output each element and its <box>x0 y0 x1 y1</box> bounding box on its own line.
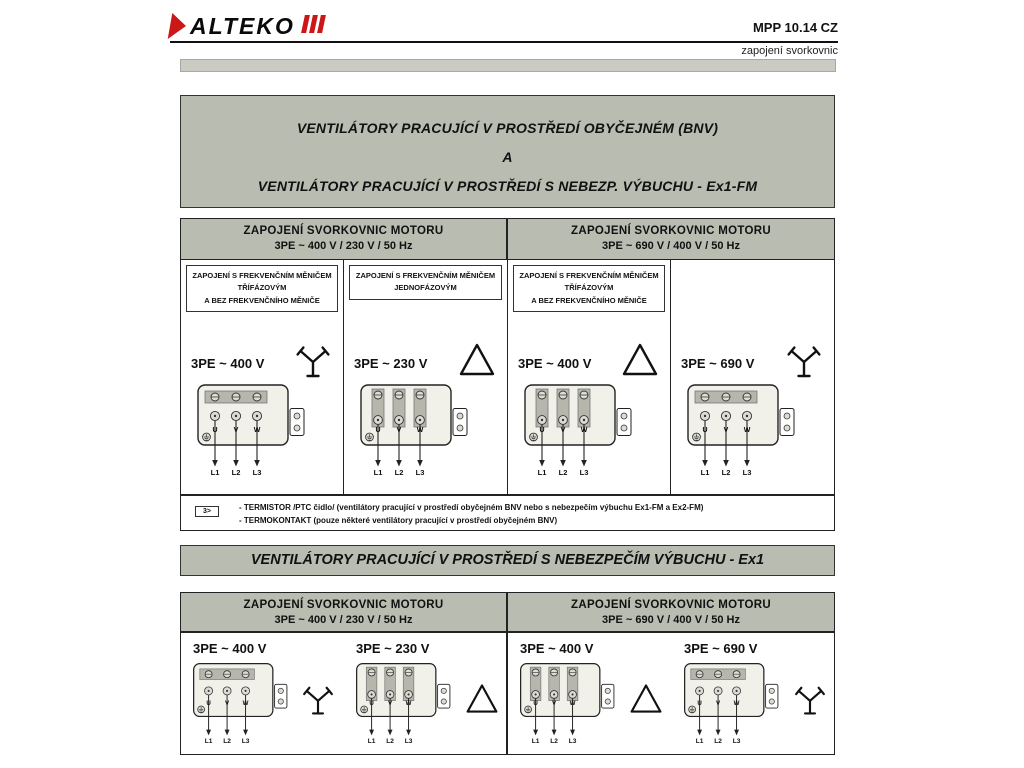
star-connection-icon <box>792 681 828 717</box>
subheader-line: A BEZ FREKVENČNÍHO MĚNIČE <box>204 295 320 305</box>
terminal-label-w: W <box>405 700 412 707</box>
section2-title-bar: VENTILÁTORY PRACUJÍCÍ V PROSTŘEDÍ S NEBEZPEČÍM VÝBUCHU - Ex1 <box>180 545 835 576</box>
wiring-column-400v-delta <box>508 633 672 756</box>
terminal-label-w: W <box>743 427 751 434</box>
delta-connection-icon <box>464 681 500 717</box>
voltage-label: 3PE ~ 230 V <box>354 356 428 371</box>
wiring-column-400v-star <box>180 259 344 495</box>
voltage-label: 3PE ~ 400 V <box>191 356 265 371</box>
terminal-label-u: U <box>369 700 374 707</box>
title-line-3: VENTILÁTORY PRACUJÍCÍ V PROSTŘEDÍ S NEBEZP. VÝBUCHU - Ex1-FM <box>257 178 758 194</box>
column-subheader <box>186 265 338 312</box>
column-subheader <box>513 265 665 312</box>
phase-label-l1: L1 <box>695 736 704 745</box>
section2-left-panel <box>180 632 507 755</box>
terminal-label-w: W <box>253 427 261 434</box>
phase-label-l1: L1 <box>537 468 547 477</box>
wiring-column-690v-star <box>672 633 836 756</box>
phase-label-l2: L2 <box>394 468 404 477</box>
terminal-label-w: W <box>569 700 576 707</box>
phase-label-l3: L3 <box>732 736 741 745</box>
phase-label-l3: L3 <box>742 468 752 477</box>
terminal-label-v: V <box>716 700 721 707</box>
phase-label-l3: L3 <box>579 468 589 477</box>
wiring-column-690v-star <box>670 259 835 495</box>
subheader-line: JEDNOFÁZOVÝM <box>394 283 457 293</box>
section-header-title: ZAPOJENÍ SVORKOVNIC MOTORU <box>571 599 771 611</box>
voltage-label: 3PE ~ 400 V <box>193 641 267 656</box>
star-connection-icon <box>300 681 336 717</box>
logo-bars-icon <box>300 15 324 38</box>
section1-header-left <box>180 218 507 260</box>
phase-label-l1: L1 <box>210 468 220 477</box>
delta-connection-icon <box>620 340 660 380</box>
phase-label-l1: L1 <box>373 468 383 477</box>
phase-label-l3: L3 <box>252 468 262 477</box>
alteko-logo <box>170 12 324 40</box>
subheader-line: ZAPOJENÍ S FREKVENČNÍM MĚNIČEM <box>355 271 496 280</box>
voltage-label: 3PE ~ 400 V <box>518 356 592 371</box>
phase-label-l2: L2 <box>550 736 558 745</box>
terminal-label-w: W <box>242 700 249 707</box>
main-title-block <box>180 95 835 208</box>
terminal-diagram <box>518 661 624 749</box>
terminal-label-u: U <box>697 700 702 707</box>
phase-label-l3: L3 <box>415 468 425 477</box>
phase-label-l3: L3 <box>241 736 250 745</box>
terminal-diagram <box>685 382 805 482</box>
terminal-label-w: W <box>580 427 588 434</box>
section2-header-right <box>507 592 835 632</box>
terminal-diagram <box>358 382 478 482</box>
header-gray-bar <box>180 59 836 72</box>
section1-header-right <box>507 218 835 260</box>
star-connection-icon <box>784 340 824 380</box>
voltage-label: 3PE ~ 690 V <box>684 641 758 656</box>
section-header-subtitle: 3PE ~ 400 V / 230 V / 50 Hz <box>274 614 413 626</box>
terminal-label-w: W <box>416 427 424 434</box>
terminal-label-v: V <box>552 700 557 707</box>
subheader-line: ZAPOJENÍ S FREKVENČNÍM MĚNIČEM <box>192 271 332 280</box>
wiring-column-400v-delta <box>507 259 671 495</box>
voltage-label: 3PE ~ 400 V <box>520 641 594 656</box>
phase-label-l1: L1 <box>367 736 376 745</box>
subheader-line: A BEZ FREKVENČNÍHO MĚNIČE <box>531 295 647 305</box>
terminal-diagram <box>682 661 788 749</box>
title-line-2: A <box>502 149 513 165</box>
phase-label-l1: L1 <box>531 736 540 745</box>
subheader-line: TŘÍFÁZOVÝM <box>237 283 287 293</box>
wiring-column-400v-star <box>181 633 344 756</box>
logo-triangle-icon <box>168 13 189 39</box>
subheader-line: TŘÍFÁZOVÝM <box>564 283 614 293</box>
section-header-subtitle: 3PE ~ 690 V / 400 V / 50 Hz <box>602 614 740 626</box>
section-header-title: ZAPOJENÍ SVORKOVNIC MOTORU <box>571 225 771 237</box>
thermistor-note-row <box>180 495 835 531</box>
phase-label-l2: L2 <box>223 736 231 745</box>
delta-connection-icon <box>457 340 497 380</box>
column-subheader <box>349 265 502 300</box>
phase-label-l2: L2 <box>721 468 731 477</box>
section-header-title: ZAPOJENÍ SVORKOVNIC MOTORU <box>243 599 444 611</box>
note-text <box>239 501 703 527</box>
phase-label-l2: L2 <box>386 736 394 745</box>
phase-label-l1: L1 <box>204 736 213 745</box>
phase-label-l3: L3 <box>404 736 413 745</box>
terminal-label-v: V <box>388 700 393 707</box>
phase-label-l3: L3 <box>568 736 577 745</box>
voltage-label: 3PE ~ 690 V <box>681 356 755 371</box>
terminal-diagram <box>195 382 315 482</box>
header-rule <box>170 41 838 43</box>
section-header-subtitle: 3PE ~ 690 V / 400 V / 50 Hz <box>602 240 740 252</box>
terminal-label-v: V <box>560 427 566 434</box>
note-line-1: - TERMISTOR /PTC čidlo/ (ventilátory pracující v prostředí obyčejném BNV nebo s nebezpečím výbuchu Ex1-FM a Ex2-FM) <box>239 503 704 512</box>
section2-right-panel <box>507 632 835 755</box>
terminal-diagram <box>522 382 642 482</box>
terminal-label-v: V <box>233 427 239 434</box>
section2-header-left <box>180 592 507 632</box>
terminal-label-u: U <box>533 700 538 707</box>
voltage-label: 3PE ~ 230 V <box>356 641 430 656</box>
wiring-column-230v-delta <box>343 259 508 495</box>
document-code: MPP 10.14 CZ <box>752 20 838 35</box>
section-header-title: ZAPOJENÍ SVORKOVNIC MOTORU <box>243 225 444 237</box>
terminal-label-u: U <box>206 700 211 707</box>
note-line-2: - TERMOKONTAKT (pouze některé ventilátory pracující v prostředí obyčejném BNV) <box>239 516 558 525</box>
title-line-1: VENTILÁTORY PRACUJÍCÍ V PROSTŘEDÍ OBYČEJNÉM (BNV) <box>296 120 719 136</box>
terminal-diagram <box>354 661 460 749</box>
star-connection-icon <box>293 340 333 380</box>
phase-label-l2: L2 <box>714 736 722 745</box>
phase-label-l2: L2 <box>231 468 241 477</box>
terminal-label-u: U <box>375 427 381 434</box>
terminal-diagram <box>191 661 297 749</box>
terminal-label-v: V <box>396 427 402 434</box>
subheader-line: ZAPOJENÍ S FREKVENČNÍM MĚNIČEM <box>519 271 659 280</box>
terminal-label-w: W <box>733 700 740 707</box>
phase-label-l1: L1 <box>700 468 710 477</box>
terminal-label-v: V <box>723 427 729 434</box>
terminal-label-u: U <box>702 427 708 434</box>
section-header-subtitle: 3PE ~ 400 V / 230 V / 50 Hz <box>274 240 413 252</box>
phase-label-l2: L2 <box>558 468 568 477</box>
thermistor-badge: 3> <box>195 506 219 517</box>
terminal-label-u: U <box>212 427 218 434</box>
logo-text: ALTEKO <box>190 12 295 39</box>
delta-connection-icon <box>628 681 664 717</box>
wiring-column-230v-delta <box>344 633 508 756</box>
document-subtitle: zapojení svorkovnic <box>741 45 838 57</box>
terminal-label-v: V <box>225 700 230 707</box>
terminal-label-u: U <box>539 427 545 434</box>
